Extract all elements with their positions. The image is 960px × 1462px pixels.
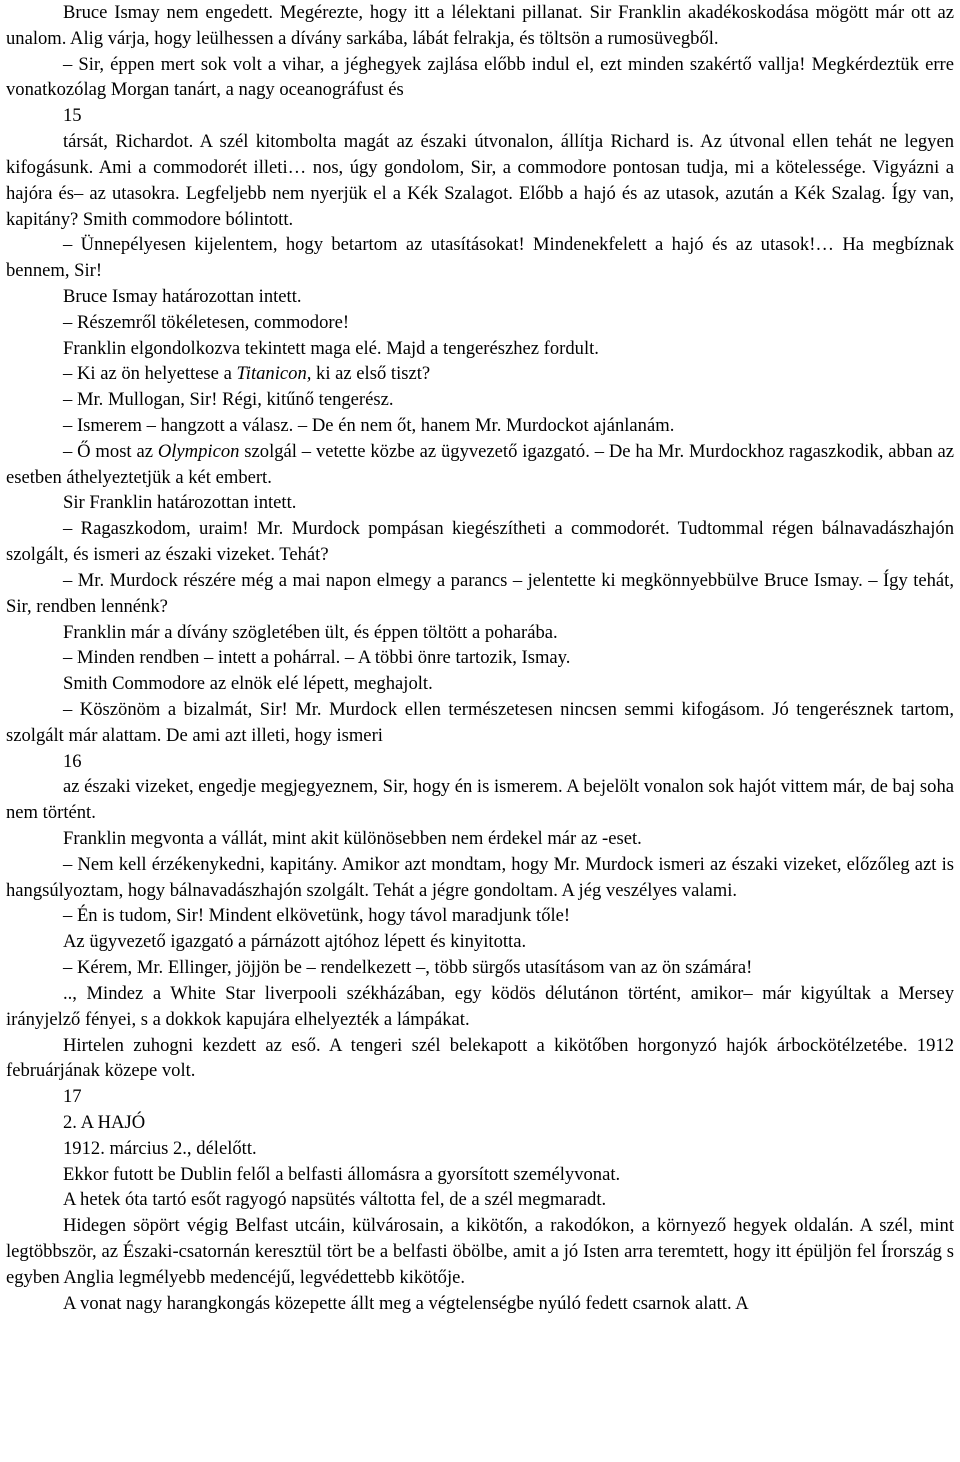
paragraph: – Mr. Murdock részére még a mai napon elmegy a parancs – jelentette ki megkönnyebbülve Bruce Ismay. – Így tehát, Sir, rendben lennénk?: [6, 569, 954, 617]
paragraph: Hirtelen zuhogni kezdett az eső. A tengeri szél belekapott a kikötőben horgonyzó hajók árbockötélzetébe. 1912 februárjának közepe volt.: [6, 1034, 954, 1082]
document-page: [6, 0, 954, 1316]
paragraph: – Ünnepélyesen kijelentem, hogy betartom az utasításokat! Mindenekfelett a hajó és az utasok!… Ha megbíznak bennem, Sir!: [6, 234, 954, 282]
paragraph: Franklin megvonta a vállát, mint akit különösebben nem érdekel már az -eset.: [63, 828, 642, 849]
paragraph-text: ki az első tiszt?: [311, 363, 431, 385]
page-number: 16: [63, 750, 82, 772]
paragraph: Hidegen söpört végig Belfast utcáin, külvárosain, a kikötőn, a rakodókon, a környező hegyek oldalán. A szél, mint legtöbbször, az Északi-csatornán keresztül tört be a belfasti öbölbe, amit a jó Isten arra teremtett, hogy itt épüljön fel Írország s egyben Anglia legmélyebb medencéjű, legvédettebb kikötője.: [6, 1215, 954, 1288]
paragraph: A hetek óta tartó esőt ragyogó napsütés váltotta fel, de a szél megmaradt.: [63, 1189, 607, 1211]
paragraph: .., Mindez a White Star liverpooli székházában, egy ködös délutánon történt, amikor– már kigyúltak a Mersey irányjelző fényei, s a dokkok kapujára elhelyezték a lámpákat.: [6, 982, 954, 1030]
paragraph: Bruce Ismay nem engedett. Megérezte, hogy itt a lélektani pillanat. Sir Franklin akadékoskodása mögött már ott az unalom. Alig várja, hogy leülhessen a dívány sarkába, lábát felrakja, és töltsön a rumosüvegből.: [6, 2, 954, 49]
paragraph: – Köszönöm a bizalmát, Sir! Mr. Murdock ellen természetesen nincsen semmi kifogásom. Jó tengerésznek tartom, szolgált már alattam. De ami azt illeti, hogy ismeri: [6, 698, 954, 746]
ship-name: Titanicon,: [236, 363, 312, 385]
paragraph: Bruce Ismay határozottan intett.: [63, 285, 302, 307]
paragraph: Sir Franklin határozottan intett.: [63, 492, 297, 514]
paragraph: társát, Richardot. A szél kitombolta magát az északi útvonalon, állítja Richard is. Az útvonal ellen tehát ne legyen kifogásunk. Ami a commodorét illeti… nos, úgy gondolom, Sir, a commodore pontosan tudja, mi a kötelessége. Vigyázni a hajóra és– az utasokra. Legfeljebb nem nyerjük el a Kék Szalagot. Előbb a hajó és az utasok, azután a Kék Szalag. Így van, kapitány? Smith commodore bólintott.: [6, 131, 954, 230]
paragraph-text: – Ki az ön helyettese a: [63, 363, 237, 385]
chapter-heading: 2. A HAJÓ: [63, 1111, 146, 1133]
page-number: 15: [63, 105, 82, 127]
paragraph: – Ismerem – hangzott a válasz. – De én nem őt, hanem Mr. Murdockot ajánlanám.: [63, 415, 675, 436]
paragraph: – Részemről tökéletesen, commodore!: [63, 311, 350, 333]
ship-name: Olympicon: [157, 440, 240, 462]
paragraph: – Kérem, Mr. Ellinger, jöjjön be – rendelkezett –, több sürgős utasításom van az ön számára!: [63, 957, 753, 979]
chapter-date: 1912. március 2., délelőtt.: [63, 1137, 257, 1159]
paragraph: [6, 361, 954, 387]
paragraph: az északi vizeket, engedje megjegyeznem, Sir, hogy én is ismerem. A bejelölt vonalon sok hajót vittem már, de baj soha nem történt.: [6, 776, 954, 824]
paragraph: A vonat nagy harangkongás közepette állt meg a végtelenségbe nyúló fedett csarnok alatt. A: [63, 1292, 749, 1314]
paragraph: Ekkor futott be Dublin felől a belfasti állomásra a gyorsított személyvonat.: [63, 1163, 621, 1185]
paragraph: – Sir, éppen mert sok volt a vihar, a jéghegyek zajlása előbb indul el, ezt minden szakértő vallja! Megkérdeztük erre vonatkozólag Morgan tanárt, a nagy oceanográfust és: [6, 53, 954, 101]
paragraph: Franklin már a dívány szögletében ült, és éppen töltött a poharába.: [63, 621, 558, 643]
paragraph: [6, 439, 954, 491]
paragraph-text: szolgál – vetette közbe az ügyvezető igazgató. – De ha Mr. Murdockhoz ragaszkodik, abban az esetben áthelyeztetjük a két embert.: [6, 440, 954, 488]
paragraph: – Nem kell érzékenykedni, kapitány. Amikor azt mondtam, hogy Mr. Murdock ismeri az északi vizeket, előzőleg azt is hangsúlyoztam, hogy bálnavadászhajón szolgált. Tehát a jégre gondoltam. A jég veszélyes valami.: [6, 853, 954, 901]
paragraph-text: – Ő most az: [63, 440, 158, 462]
paragraph: Smith Commodore az elnök elé lépett, meghajolt.: [63, 673, 433, 695]
paragraph: – Ragaszkodom, uraim! Mr. Murdock pompásan kiegészítheti a commodorét. Tudtommal régen bálnavadászhajón szolgált, és ismeri az északi vizeket. Tehát?: [6, 518, 954, 566]
page-number: 17: [63, 1086, 82, 1108]
paragraph: – Minden rendben – intett a pohárral. – A többi önre tartozik, Ismay.: [63, 647, 571, 669]
paragraph: – Mr. Mullogan, Sir! Régi, kitűnő tengerész.: [63, 389, 394, 411]
paragraph: Az ügyvezető igazgató a párnázott ajtóhoz lépett és kinyitotta.: [63, 931, 527, 953]
paragraph: – Én is tudom, Sir! Mindent elkövetünk, hogy távol maradjunk tőle!: [63, 905, 571, 927]
paragraph: Franklin elgondolkozva tekintett maga elé. Majd a tengerészhez fordult.: [63, 337, 599, 359]
